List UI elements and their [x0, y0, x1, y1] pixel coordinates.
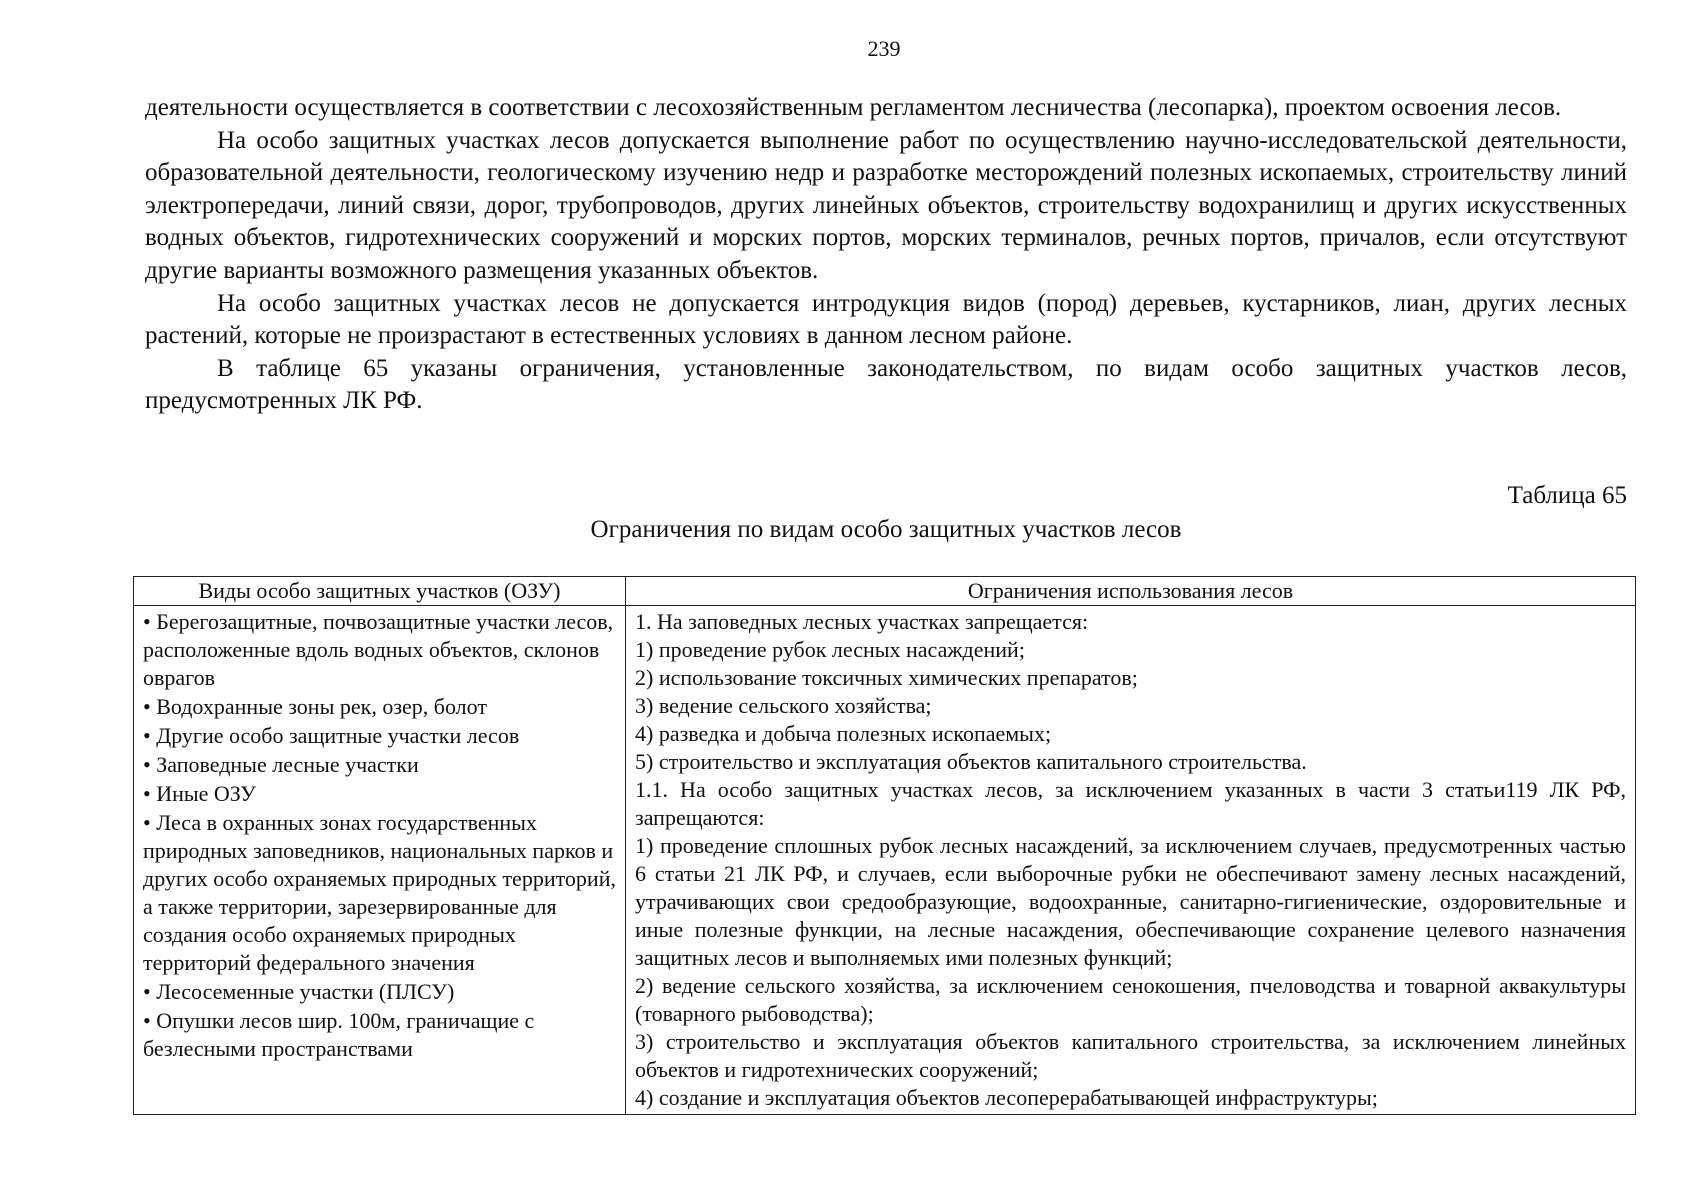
list-item: 4) создание и эксплуатация объектов лесоперерабатывающей инфраструктуры;: [635, 1085, 1378, 1110]
list-item: 1.1. На особо защитных участках лесов, за исключением указанных в части 3 статьи119 ЛК РФ, запрещаются:: [635, 777, 1626, 830]
body-text: [145, 92, 1627, 418]
list-item: • Водохранные зоны рек, озер, болот: [143, 694, 487, 719]
table-row: [134, 606, 1636, 1115]
list-item: 5) строительство и эксплуатация объектов капитального строительства.: [635, 749, 1307, 774]
paragraph: деятельности осуществляется в соответствии с лесохозяйственным регламентом лесничества (лесопарка), проектом освоения лесов.: [145, 94, 1562, 121]
list-item: 1) проведение сплошных рубок лесных насаждений, за исключением случаев, предусмотренных частью 6 статьи 21 ЛК РФ, и случаев, если выборочные рубки не обеспечивают замену лесных насаждений, утрачивающих свои средообразующие, водоохранные, санитарно-гигиенические, оздоровительные и иные полезные функции, на лесные насаждения, обеспечивающие сохранение целевого назначения защитных лесов и выполняемых ими полезных функций;: [635, 833, 1626, 970]
list-item: • Берегозащитные, почвозащитные участки лесов, расположенные вдоль водных объектов, склонов оврагов: [143, 609, 614, 690]
list-item: 2) ведение сельского хозяйства, за исключением сенокошения, пчеловодства и товарной аквакультуры (товарного рыбоводства);: [635, 973, 1626, 1026]
header-cell-restrictions: Ограничения использования лесов: [626, 577, 1636, 606]
list-item: 2) использование токсичных химических препаратов;: [635, 665, 1138, 690]
paragraph: На особо защитных участках лесов допускается выполнение работ по осуществлению научно-исследовательской деятельности, образовательной деятельности, геологическому изучению недр и разработке месторождений полезных ископаемых, строительству линий электропередачи, линий связи, дорог, трубопроводов, других линейных объектов, строительству водохранилищ и других искусственных водных объектов, гидротехнических сооружений и морских портов, морских терминалов, речных портов, причалов, если отсутствуют другие варианты возможного размещения указанных объектов.: [145, 126, 1627, 284]
restrictions-cell: [626, 606, 1636, 1115]
paragraph: На особо защитных участках лесов не допускается интродукция видов (пород) деревьев, кустарников, лиан, других лесных растений, которые не произрастают в естественных условиях в данном лесном районе.: [145, 289, 1627, 350]
list-item: • Опушки лесов шир. 100м, граничащие с безлесными пространствами: [143, 1008, 535, 1061]
list-item: 3) строительство и эксплуатация объектов капитального строительства, за исключением линейных объектов и гидротехнических сооружений;: [635, 1029, 1626, 1082]
header-cell-ozu-types: Виды особо защитных участков (ОЗУ): [134, 577, 626, 606]
list-item: 1. На заповедных лесных участках запрещается:: [635, 609, 1089, 634]
list-item: 3) ведение сельского хозяйства;: [635, 693, 932, 718]
table-caption: Таблица 65: [1507, 482, 1627, 509]
list-item: • Иные ОЗУ: [143, 781, 256, 806]
list-item: • Леса в охранных зонах государственных природных заповедников, национальных парков и других особо охраняемых природных территорий, а также территории, зарезервированные для создания особо охраняемых природных территорий федерального значения: [143, 810, 616, 975]
page-number: 239: [867, 36, 901, 61]
list-item: 4) разведка и добыча полезных ископаемых;: [635, 721, 1052, 746]
list-item: • Заповедные лесные участки: [143, 752, 419, 777]
list-item: • Лесосеменные участки (ПЛСУ): [143, 979, 455, 1004]
list-item: 1) проведение рубок лесных насаждений;: [635, 637, 1025, 662]
ozu-types-cell: [134, 606, 626, 1115]
table-title: Ограничения по видам особо защитных участков лесов: [590, 516, 1182, 543]
paragraph: В таблице 65 указаны ограничения, установленные законодательством, по видам особо защитных участков лесов, предусмотренных ЛК РФ.: [145, 354, 1627, 415]
restrictions-table: [133, 576, 1636, 1115]
list-item: • Другие особо защитные участки лесов: [143, 723, 520, 748]
table-header-row: [134, 577, 1636, 606]
